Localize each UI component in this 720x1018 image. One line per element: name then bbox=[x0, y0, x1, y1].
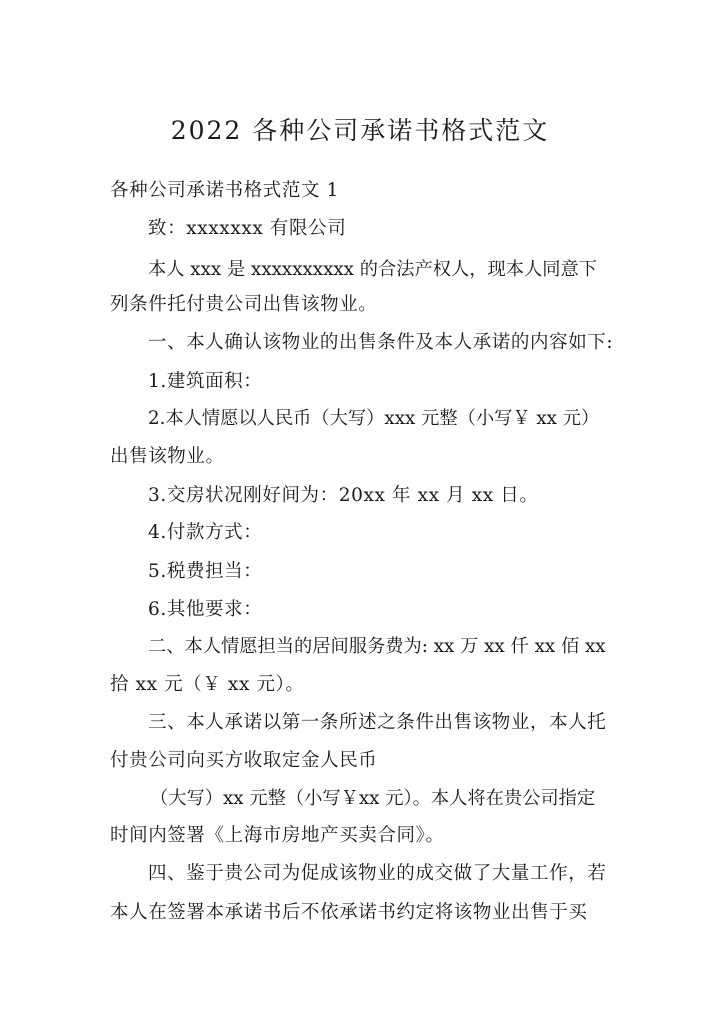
paragraph-line: 二、本人情愿担当的居间服务费为: xx 万 xx 仟 xx 佰 xx bbox=[148, 636, 606, 657]
list-item: 3.交房状况刚好间为：20xx 年 xx 月 xx 日。 bbox=[148, 485, 539, 506]
addressee-line: 致：xxxxxxx 有限公司 bbox=[148, 218, 347, 239]
section-heading: 各种公司承诺书格式范文 1 bbox=[110, 180, 339, 201]
paragraph-line: 本人 xxx 是 xxxxxxxxxx 的合法产权人，现本人同意下 bbox=[148, 259, 598, 280]
list-item: 4.付款方式： bbox=[148, 522, 263, 543]
document-title: 2022 各种公司承诺书格式范文 bbox=[170, 116, 550, 145]
paragraph-line: 出售该物业。 bbox=[110, 446, 225, 467]
paragraph-line: 一、本人确认该物业的出售条件及本人承诺的内容如下: bbox=[148, 332, 614, 353]
paragraph-line: 本人在签署本承诺书后不依承诺书约定将该物业出售于买 bbox=[110, 902, 588, 923]
list-item: 6.其他要求： bbox=[148, 599, 263, 620]
paragraph-line: 付贵公司向买方收取定金人民币 bbox=[110, 750, 378, 771]
paragraph-line: 三、本人承诺以第一条所述之条件出售该物业，本人托 bbox=[148, 712, 607, 733]
paragraph-line: 四、鉴于贵公司为促成该物业的成交做了大量工作，若 bbox=[148, 863, 607, 884]
paragraph-line: 拾 xx 元（￥ xx 元）。 bbox=[110, 674, 305, 695]
list-item: 5.税费担当： bbox=[148, 561, 263, 582]
list-item: 1.建筑面积： bbox=[148, 371, 263, 392]
list-item: 2.本人情愿以人民币（大写）xxx 元整（小写￥ xx 元） bbox=[148, 408, 600, 429]
paragraph-line: 列条件托付贵公司出售该物业。 bbox=[110, 294, 378, 315]
paragraph-line: 时间内签署《上海市房地产买卖合同》。 bbox=[110, 825, 445, 846]
paragraph-line: （大写）xx 元整（小写￥xx 元）。本人将在贵公司指定 bbox=[150, 788, 596, 809]
